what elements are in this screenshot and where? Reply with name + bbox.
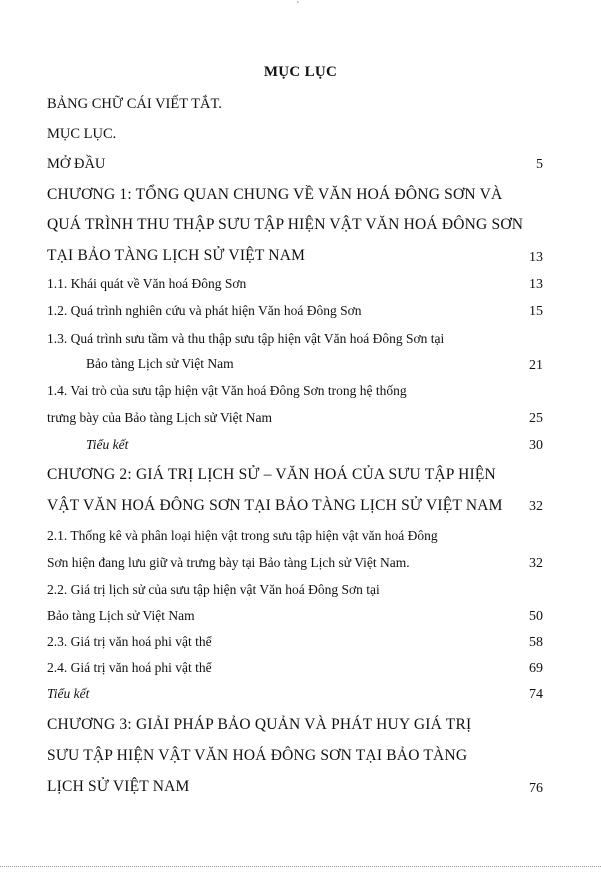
toc-entry-chapter-2-summary: Tiểu kết xyxy=(47,686,90,701)
toc-entry-abbreviations: BẢNG CHỮ CÁI VIẾT TẮT. xyxy=(47,96,222,112)
toc-page-number: 69 xyxy=(529,661,543,676)
toc-page-number: 5 xyxy=(536,157,543,172)
toc-entry-chapter-1-line-1: CHƯƠNG 1: TỔNG QUAN CHUNG VỀ VĂN HOÁ ĐÔNG SƠN VÀ xyxy=(47,186,503,203)
toc-page-number: 13 xyxy=(529,277,543,292)
toc-entry-chapter-3-line-2: SƯU TẬP HIỆN VẬT VĂN HOÁ ĐÔNG SƠN TẠI BẢO TÀNG xyxy=(47,747,468,764)
toc-page-number: 13 xyxy=(529,250,543,265)
toc-entry-chapter-1-line-2: QUÁ TRÌNH THU THẬP SƯU TẬP HIỆN VẬT VĂN HOÁ ĐÔNG SƠN xyxy=(47,216,524,233)
toc-entry-chapter-2-line-2: VẬT VĂN HOÁ ĐÔNG SƠN TẠI BẢO TÀNG LỊCH SỬ VIỆT NAM xyxy=(47,497,503,514)
toc-entry-2-4: 2.4. Giá trị văn hoá phi vật thể xyxy=(47,660,212,675)
toc-page-number: 25 xyxy=(529,411,543,426)
toc-page-number: 50 xyxy=(529,609,543,624)
toc-title: MỤC LỤC xyxy=(263,64,338,80)
toc-entry-introduction: MỞ ĐẦU xyxy=(47,156,106,172)
toc-entry-chapter-2-line-1: CHƯƠNG 2: GIÁ TRỊ LỊCH SỬ – VĂN HOÁ CỦA SƯU TẬP HIỆN xyxy=(47,466,496,483)
toc-entry-chapter-3-line-1: CHƯƠNG 3: GIẢI PHÁP BẢO QUẢN VÀ PHÁT HUY GIÁ TRỊ xyxy=(47,716,472,733)
toc-page-number: 58 xyxy=(529,635,543,650)
toc-entry-2-2-line-1: 2.2. Giá trị lịch sử của sưu tập hiện vật Văn hoá Đông Sơn tại xyxy=(47,582,380,597)
toc-page-number: 76 xyxy=(529,781,543,796)
bottom-dotted-rule xyxy=(0,866,601,867)
toc-entry-2-3: 2.3. Giá trị văn hoá phi vật thể xyxy=(47,634,212,649)
toc-page-number: 32 xyxy=(529,556,543,571)
page-top-mark: ' xyxy=(297,0,299,11)
toc-entry-1-2: 1.2. Quá trình nghiên cứu và phát hiện Văn hoá Đông Sơn xyxy=(47,303,362,318)
toc-entry-2-1-line-2: Sơn hiện đang lưu giữ và trưng bày tại Bảo tàng Lịch sử Việt Nam. xyxy=(47,555,410,570)
toc-entry-1-4-line-2: trưng bày của Bảo tàng Lịch sử Việt Nam xyxy=(47,410,273,425)
toc-entry-chapter-1-line-3: TẠI BẢO TÀNG LỊCH SỬ VIỆT NAM xyxy=(47,247,306,264)
toc-entry-1-1: 1.1. Khái quát về Văn hoá Đông Sơn xyxy=(47,276,247,291)
toc-entry-chapter-3-line-3: LỊCH SỬ VIỆT NAM xyxy=(47,778,190,795)
toc-entry-contents: MỤC LỤC. xyxy=(47,126,117,142)
toc-entry-1-4-line-1: 1.4. Vai trò của sưu tập hiện vật Văn hoá Đông Sơn trong hệ thống xyxy=(47,383,407,398)
toc-page-number: 30 xyxy=(529,438,543,453)
toc-entry-1-3-line-1: 1.3. Quá trình sưu tầm và thu thập sưu tập hiện vật Văn hoá Đông Sơn tại xyxy=(47,331,445,346)
toc-entry-chapter-1-summary: Tiểu kết xyxy=(86,437,129,452)
toc-page-number: 74 xyxy=(529,687,543,702)
toc-entry-2-2-line-2: Bảo tàng Lịch sử Việt Nam xyxy=(47,608,195,623)
toc-entry-1-3-line-2: Bảo tàng Lịch sử Việt Nam xyxy=(86,356,234,371)
toc-page-number: 15 xyxy=(529,304,543,319)
toc-page-number: 21 xyxy=(529,358,543,373)
toc-entry-2-1-line-1: 2.1. Thống kê và phân loại hiện vật trong sưu tập hiện vật văn hoá Đông xyxy=(47,528,438,543)
toc-page-number: 32 xyxy=(529,499,543,514)
